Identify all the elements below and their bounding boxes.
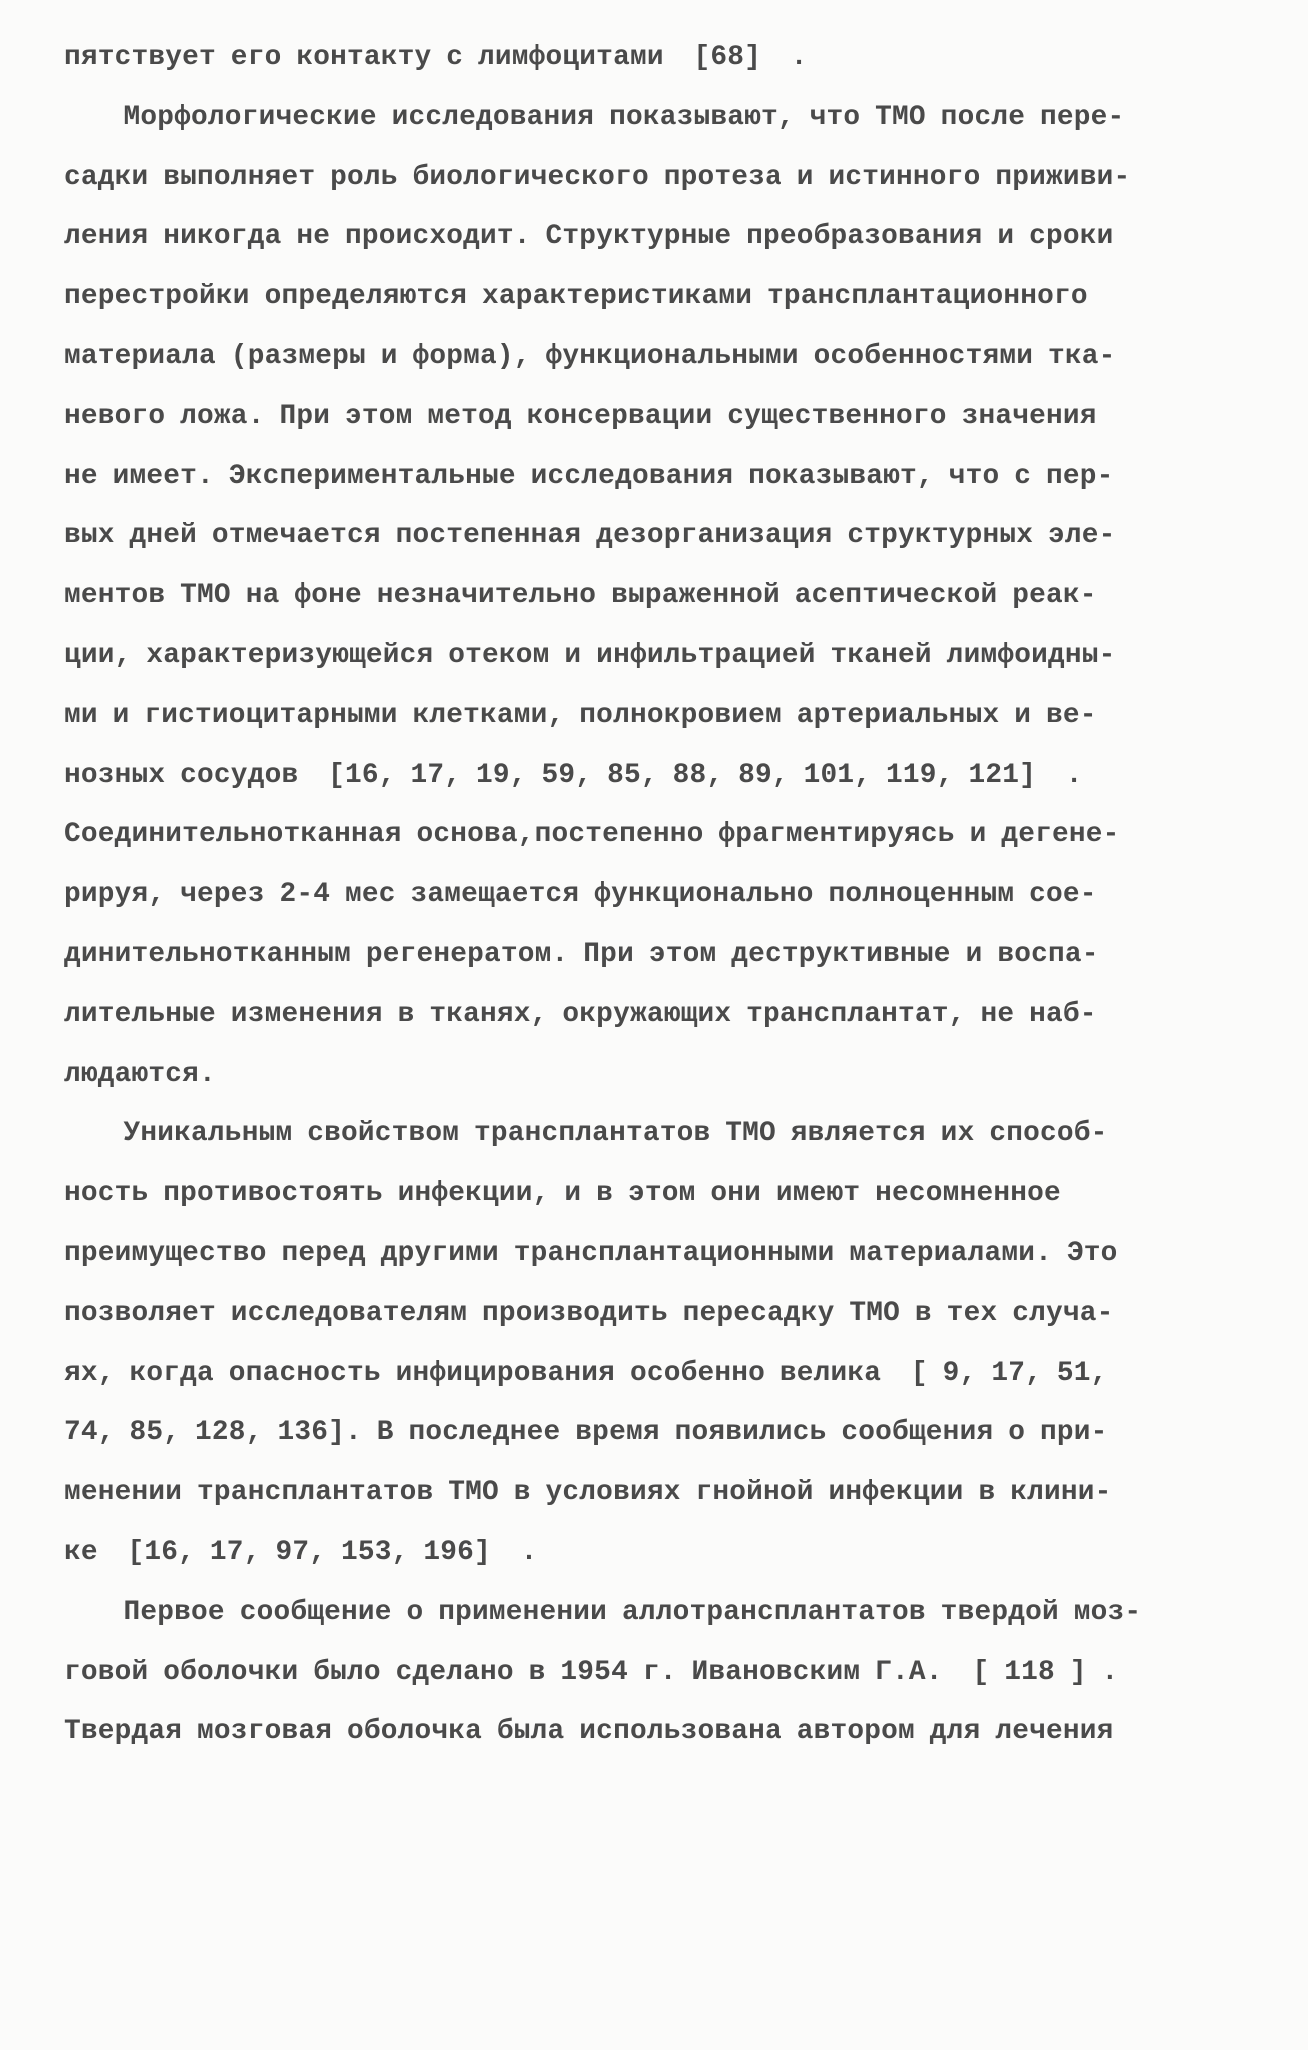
text-line: ке [16, 17, 97, 153, 196] . xyxy=(64,1536,538,1568)
text-line: не имеет. Экспериментальные исследования показывают, что с пер- xyxy=(64,460,1114,492)
text-line: людаются. xyxy=(64,1058,216,1090)
text-line: вых дней отмечается постепенная дезорганизация структурных эле- xyxy=(64,520,1116,552)
text-line: садки выполняет роль биологического протеза и истинного приживи- xyxy=(64,161,1131,193)
text-line: ции, характеризующейся отеком и инфильтрацией тканей лимфоидны- xyxy=(64,639,1116,671)
text-line: рируя, через 2-4 мес замещается функционально полноценным сое- xyxy=(64,879,1097,911)
text-line: динительнотканным регенератом. При этом деструктивные и воспа- xyxy=(64,938,1099,970)
text-line: перестройки определяются характеристиками трансплантационного xyxy=(64,281,1088,313)
text-line: материала (размеры и форма), функциональными особенностями тка- xyxy=(64,340,1116,372)
text-line: говой оболочки было сделано в 1954 г. Ивановским Г.А. [ 118 ] . xyxy=(64,1656,1119,1688)
text-line: Первое сообщение о применении аллотрансплантатов твердой моз- xyxy=(64,1596,1142,1628)
text-line: преимущество перед другими трансплантационными материалами. Это xyxy=(64,1237,1118,1269)
text-line: ления никогда не происходит. Структурные преобразования и сроки xyxy=(64,221,1114,253)
text-line: Уникальным свойством трансплантатов ТМО является их способ- xyxy=(64,1118,1108,1150)
text-line: ях, когда опасность инфицирования особенно велика [ 9, 17, 51, xyxy=(64,1357,1108,1389)
text-line: Соединительнотканная основа,постепенно фрагментируясь и дегене- xyxy=(64,819,1120,851)
text-line: менении трансплантатов ТМО в условиях гнойной инфекции в клини- xyxy=(64,1477,1112,1509)
text-line: лительные изменения в тканях, окружающих трансплантат, не наб- xyxy=(64,998,1097,1030)
text-line: невого ложа. При этом метод консервации существенного значения xyxy=(64,400,1097,432)
text-line: пятствует его контакту с лимфоцитами [68] . xyxy=(64,42,808,73)
text-line: ность противостоять инфекции, и в этом они имеют несомненное xyxy=(64,1178,1061,1210)
text-line: Морфологические исследования показывают, что ТМО после пере- xyxy=(64,101,1125,133)
text-line: 74, 85, 128, 136]. В последнее время появились сообщения о при- xyxy=(64,1417,1108,1449)
text-line: нозных сосудов [16, 17, 19, 59, 85, 88, 89, 101, 119, 121] . xyxy=(64,759,1083,791)
text-line: ментов ТМО на фоне незначительно выраженной асептической реак- xyxy=(64,580,1097,612)
text-line: позволяет исследователям производить пересадку ТМО в тех случа- xyxy=(64,1297,1114,1329)
body-text xyxy=(64,28,1264,1762)
text-line: ми и гистиоцитарными клетками, полнокровием артериальных и ве- xyxy=(64,699,1097,731)
text-line: Твердая мозговая оболочка была использована автором для лечения xyxy=(64,1716,1114,1748)
